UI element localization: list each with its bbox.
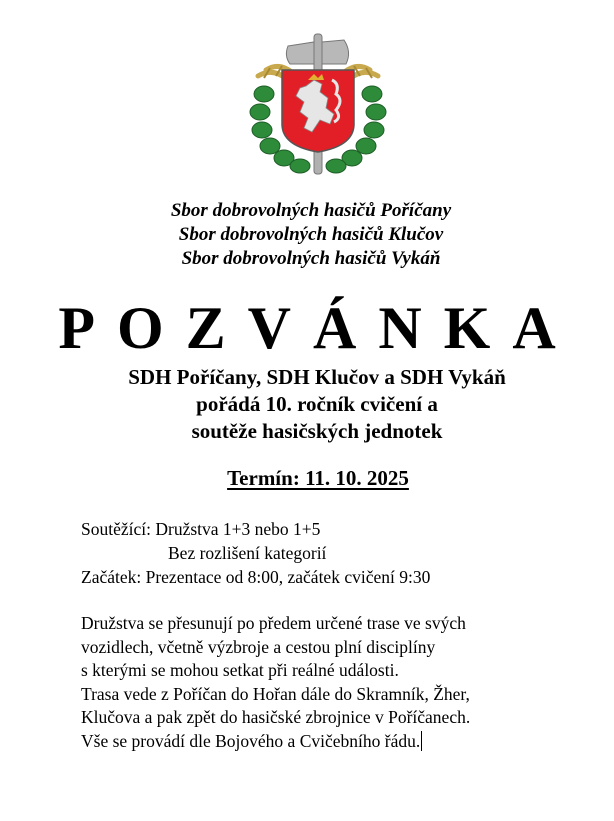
start-label: Začátek: [81,567,142,587]
description-line: Trasa vede z Poříčan do Hořan dále do Skramník, Žher, [81,683,470,704]
fire-brigade-emblem [248,28,388,178]
event-date [0,465,614,491]
organizer-vykan: Sbor dobrovolných hasičů Vykáň [181,248,441,269]
competitors-row [81,517,430,541]
start-value: Prezentace od 8:00, začátek cvičení 9:30 [145,567,431,587]
organizer-klucov: Sbor dobrovolných hasičů Klučov [178,224,444,245]
competitors-value: Družstva 1+3 nebo 1+5 [155,519,321,539]
organizer-porican: Sbor dobrovolných hasičů Poříčany [170,200,452,221]
text-cursor [421,731,422,751]
subtitle-line: pořádá 10. ročník cvičení a [196,392,438,416]
competitors-note: Bez rozlišení kategorií [168,543,327,563]
subtitle-line: SDH Poříčany, SDH Klučov a SDH Vykáň [128,365,506,389]
event-date-text: Termín: 11. 10. 2025 [227,466,409,490]
document-title: POZVÁNKA [58,295,578,361]
event-subtitle [0,364,614,445]
subtitle-line: soutěže hasičských jednotek [191,419,443,443]
description-line: Klučova a pak zpět do hasičské zbrojnice v Poříčanech. [81,707,471,727]
description-line: Družstva se přesunují po předem určené trase ve svých [81,613,466,633]
start-row [81,565,430,589]
emblem-icon [248,28,388,178]
organizers-list [0,199,614,271]
description-line: vozidlech, včetně výzbroje a cestou plní disciplíny [81,636,436,657]
description-line: s kterými se mohou setkat při reálné události. [81,660,399,680]
event-details [81,517,430,589]
competitors-label: Soutěžící: [81,519,151,539]
event-description[interactable] [81,612,470,753]
description-line: Vše se provádí dle Bojového a Cvičebního řádu. [81,730,421,751]
description-line-last [81,730,470,754]
